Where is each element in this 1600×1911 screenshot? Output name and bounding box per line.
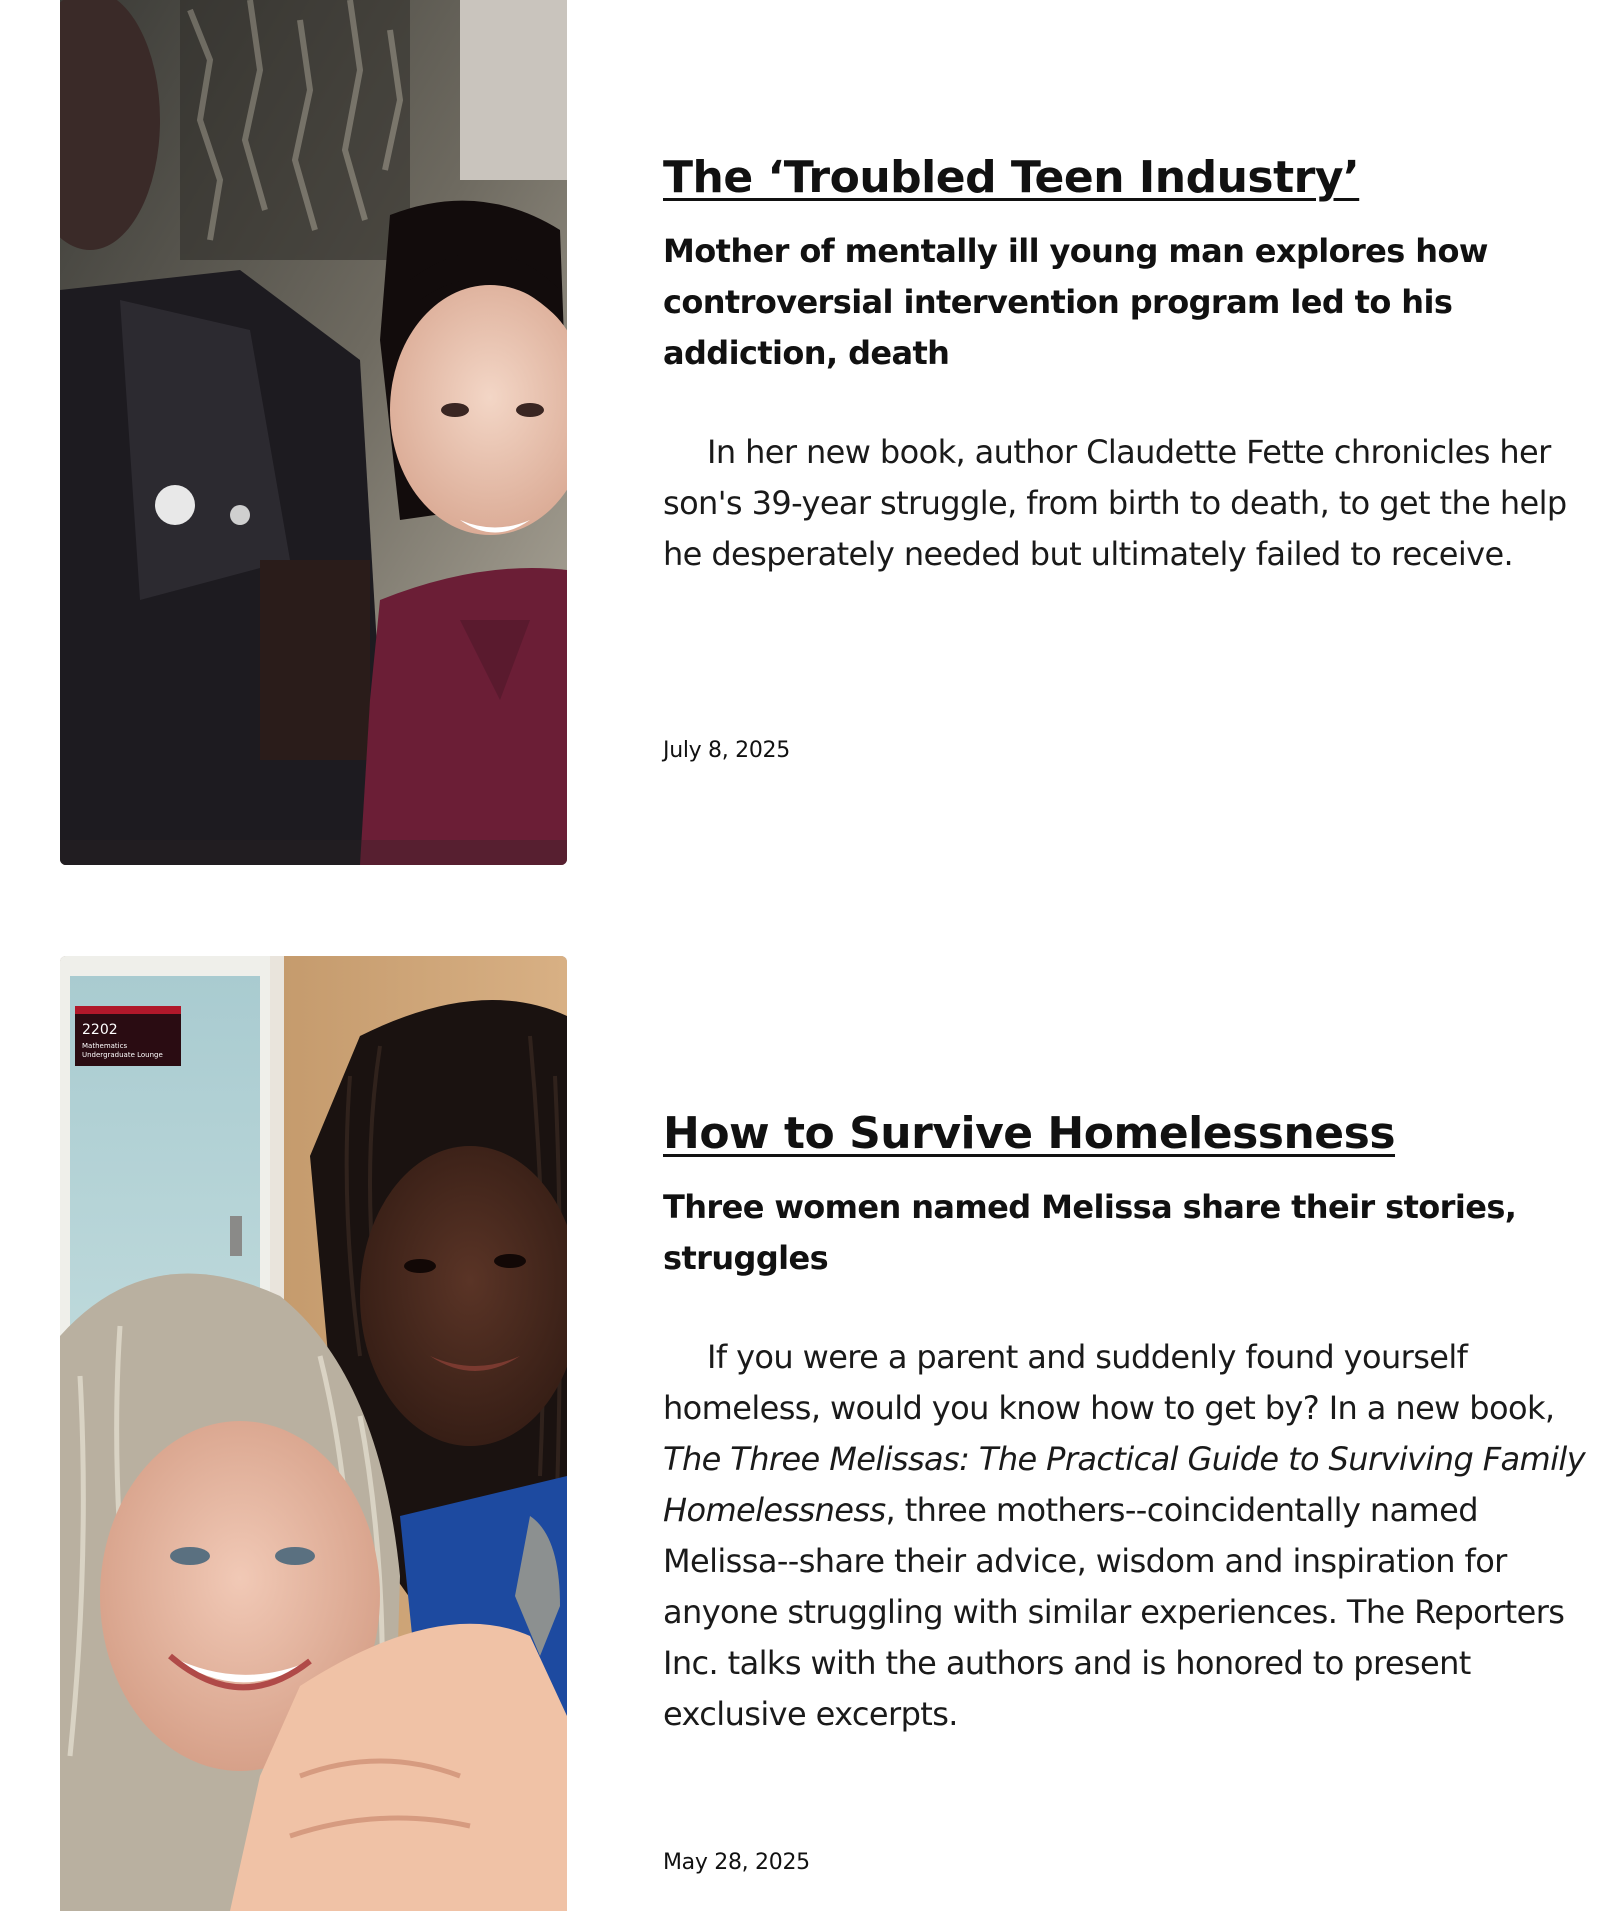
sign-line-2: Undergraduate Lounge (82, 1051, 163, 1059)
portrait-photo-icon (60, 0, 567, 865)
excerpt-text: , three mothers--coincidentally named Melissa--share their advice, wisdom and inspiration for anyone struggling with similar experiences. The Reporters Inc. talks with the authors and is honored to present exclusive excerpts. (663, 1491, 1565, 1733)
article-title-link[interactable]: The ‘Troubled Teen Industry’ (663, 152, 1360, 203)
article-title-link[interactable]: How to Survive Homelessness (663, 1108, 1396, 1159)
article-card (0, 956, 1600, 1911)
article-date: May 28, 2025 (663, 1850, 810, 1875)
sign-number: 2202 (82, 1022, 118, 1038)
article-date: July 8, 2025 (663, 738, 790, 763)
article-excerpt (663, 1332, 1593, 1740)
article-photo[interactable] (60, 0, 567, 865)
article-content (663, 1108, 1593, 1740)
article-photo[interactable] (60, 956, 567, 1911)
article-card (0, 0, 1600, 865)
article-deck: Three women named Melissa share their stories, struggles (663, 1188, 1517, 1277)
article-content (663, 152, 1593, 580)
sign-line-1: Mathematics (82, 1042, 128, 1050)
excerpt-book-title: The Three Melissas: The Practical Guide to Surviving Family Homelessness (663, 1440, 1586, 1529)
article-excerpt: In her new book, author Claudette Fette chronicles her son's 39-year struggle, from birth to death, to get the help he desperately needed but ultimately failed to receive. (663, 433, 1567, 573)
article-deck: Mother of mentally ill young man explores how controversial intervention program led to his addiction, death (663, 232, 1488, 372)
excerpt-text: If you were a parent and suddenly found yourself homeless, would you know how to get by? In a new book, (663, 1338, 1555, 1427)
selfie-photo-icon (60, 956, 567, 1911)
